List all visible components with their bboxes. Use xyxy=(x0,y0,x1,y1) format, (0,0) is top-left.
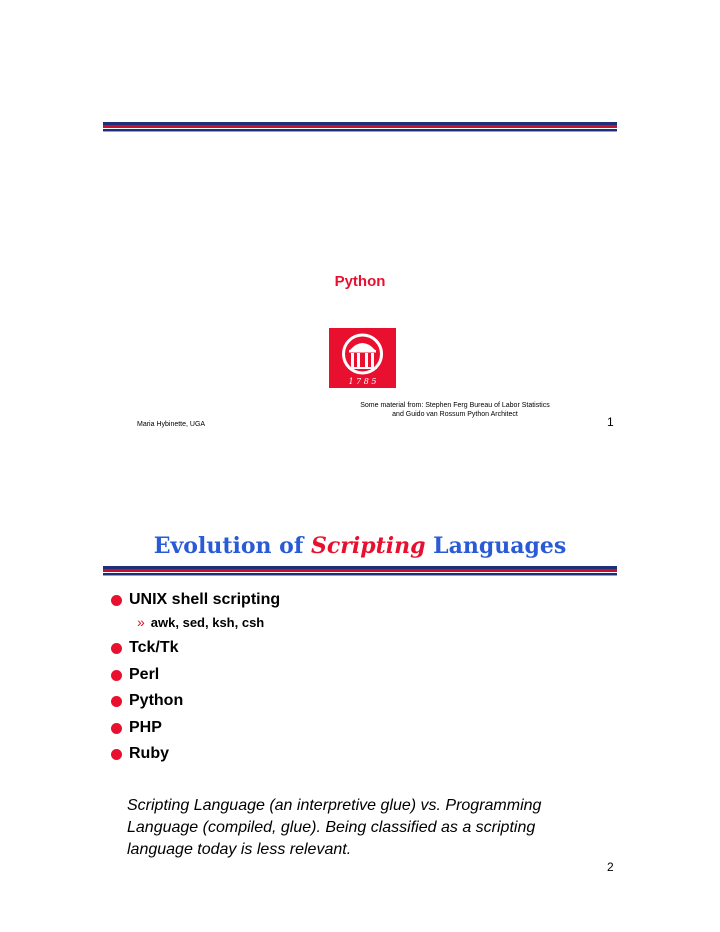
sub-bullet-item xyxy=(137,614,264,630)
slide2-title xyxy=(0,533,720,559)
bullet-dot-icon xyxy=(111,643,122,654)
page-number-2: 2 xyxy=(607,860,614,874)
credits-line-2: and Guido van Rossum Python Architect xyxy=(392,411,518,418)
bullet-label: Perl xyxy=(129,666,160,683)
bullet-dot-icon xyxy=(111,749,122,760)
credits xyxy=(330,401,580,419)
bullet-dot-icon xyxy=(111,595,122,606)
bullet-item xyxy=(111,663,159,687)
bullet-label: Python xyxy=(129,692,184,709)
bullet-dot-icon xyxy=(111,696,122,707)
bullet-label: PHP xyxy=(129,719,162,736)
page-number-1: 1 xyxy=(607,415,614,429)
title-emphasis: Scripting xyxy=(310,533,426,559)
uga-arch-logo xyxy=(329,328,396,388)
author-footer: Maria Hybinette, UGA xyxy=(137,421,206,428)
sub-bullet-label: awk, sed, ksh, csh xyxy=(150,614,265,630)
bullet-item xyxy=(111,742,169,766)
bullet-item xyxy=(111,636,179,660)
bullet-dot-icon xyxy=(111,670,122,681)
title-part-1: Evolution of xyxy=(153,533,311,559)
scripting-note: Scripting Language (an interpretive glue) vs. Programming Language (compiled, glue). Being classified as a scripting language today is less relevant. xyxy=(127,797,542,858)
bullet-label: Tck/Tk xyxy=(129,639,179,656)
credits-line-1: Some material from: Stephen Ferg Bureau of Labor Statistics xyxy=(360,402,550,409)
bullet-label: UNIX shell scripting xyxy=(129,591,281,608)
logo-year: 1 7 8 5 xyxy=(348,377,377,386)
bullet-item xyxy=(111,689,183,713)
bullet-item xyxy=(111,716,162,740)
header-rule-slide2 xyxy=(103,566,617,576)
bullet-dot-icon xyxy=(111,723,122,734)
chevron-marker-icon: » xyxy=(137,614,145,630)
header-rule-slide1 xyxy=(103,122,617,132)
bullet-item xyxy=(111,588,280,612)
slide1-title: Python xyxy=(334,273,386,290)
title-part-2: Languages xyxy=(425,533,567,559)
bullet-label: Ruby xyxy=(129,745,169,762)
